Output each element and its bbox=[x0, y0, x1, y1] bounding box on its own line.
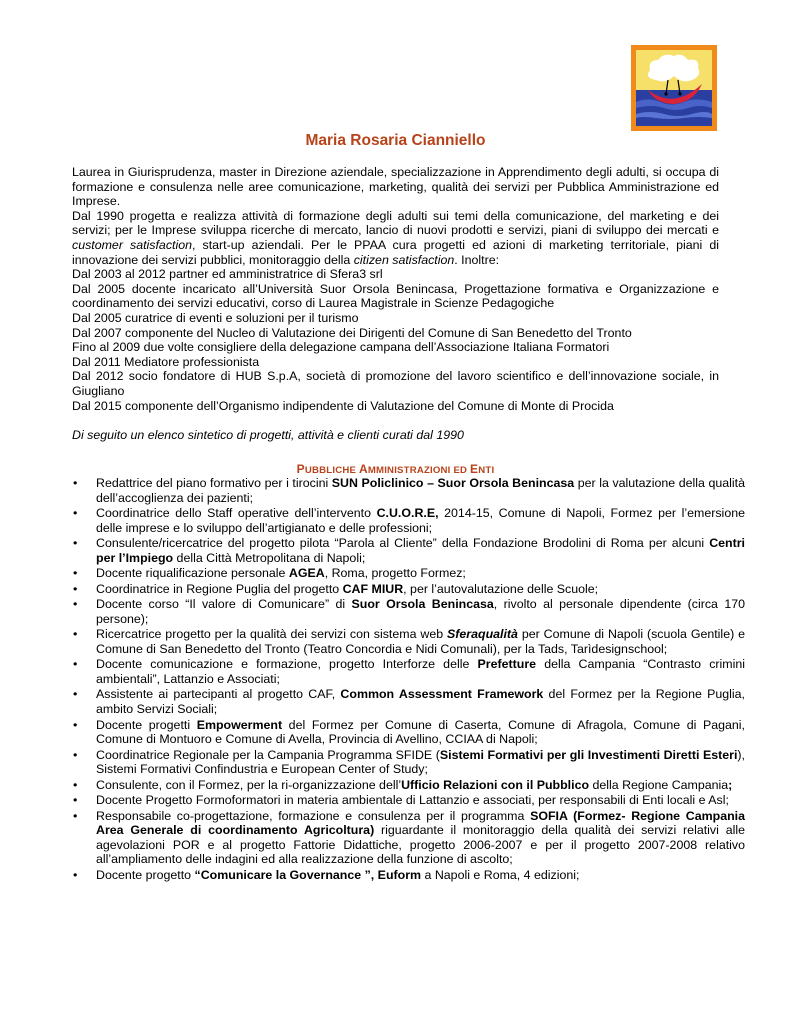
item-text: Docente riqualificazione personale bbox=[96, 566, 289, 581]
bullet-icon: • bbox=[73, 506, 78, 521]
item-text: del Formez per Comune di Caserta, Comune di Afragola, Comune di Pagani, Comune di Montuoro e Comune di Avella, Provincia di Avellino, CCIAA di Napoli; bbox=[96, 717, 745, 747]
item-bold: Prefetture bbox=[477, 657, 537, 672]
list-item bbox=[72, 718, 745, 747]
item-text: a Napoli e Roma, 4 edizioni; bbox=[421, 867, 580, 882]
item-bold: Ufficio Relazioni con il Pubblico bbox=[401, 777, 590, 792]
bio-line: Fino al 2009 due volte consigliere della delegazione campana dell’Associazione Italiana Formatori bbox=[72, 340, 610, 355]
bio-line: Dal 2011 Mediatore professionista bbox=[72, 354, 260, 369]
section-heading-part: UBBLICHE bbox=[304, 465, 357, 476]
list-item bbox=[72, 506, 745, 535]
bio-line: Dal 2005 curatrice di eventi e soluzioni per il turismo bbox=[72, 310, 359, 325]
item-text: Coordinatrice Regionale per la Campania Programma SFIDE ( bbox=[96, 747, 440, 762]
item-text: Docente Progetto Formoformatori in materia ambientale di Lattanzio e associati, per responsabili di Enti locali e Asl; bbox=[96, 793, 729, 808]
list-item bbox=[72, 687, 745, 716]
item-bold: ; bbox=[728, 777, 733, 792]
item-text: per la valutazione della qualità dell’accoglienza dei pazienti; bbox=[96, 476, 745, 505]
item-text: Responsabile co-progettazione, formazione e consulenza per il programma bbox=[96, 808, 531, 823]
list-item bbox=[72, 476, 745, 505]
item-bold: AGEA bbox=[288, 566, 325, 581]
item-text: Docente corso “Il valore di Comunicare” di bbox=[96, 597, 352, 612]
item-text: Coordinatrice dello Staff operative dell’intervento bbox=[96, 506, 377, 521]
list-item bbox=[72, 793, 745, 808]
bio-p2-italic-2: citizen satisfaction bbox=[353, 252, 455, 267]
item-bold: Suor Orsola Benincasa bbox=[351, 597, 494, 612]
page-title: Maria Rosaria Cianniello bbox=[305, 132, 486, 149]
section-heading-cap: A bbox=[358, 462, 368, 476]
bio-p2-text-a: Dal 1990 progetta e realizza attività di formazione degli adulti sui temi della comunicazione, del marketing e dei servizi; per le Imprese sviluppa ricerche di mercato, lancio di nuovi prodotti e servizi, piani di sviluppo dei mercati e bbox=[72, 208, 719, 238]
bio-paragraph-1: Laurea in Giurisprudenza, master in Direzione aziendale, specializzazione in Apprendimento degli adulti, si occupa di formazione e consulenza nelle aree comunicazione, marketing, qualità dei servizi per Pubblica Amministrazione ed Imprese. bbox=[72, 165, 719, 209]
item-bold: Empowerment bbox=[196, 717, 283, 732]
item-bold: CAF MIUR bbox=[342, 581, 404, 596]
bullet-icon: • bbox=[73, 536, 78, 551]
item-text: riguardante il monitoraggio della qualità dei servizi relativi alle agevolazioni POR e al progetto Fattorie Didattiche, progetto 2006-2007 e per il progetto 2007-2008 relativo all’ampliamento delle indagini ed alla realizzazione della funzione di ascolto; bbox=[96, 823, 745, 867]
list-item bbox=[72, 657, 745, 686]
bullet-icon: • bbox=[73, 657, 78, 672]
logo bbox=[631, 45, 717, 131]
list-item bbox=[72, 627, 745, 656]
item-bold: Common Assessment Framework bbox=[340, 687, 544, 702]
bio-p2-text-b: , start-up aziendali. Per le PPAA cura progetti ed azioni di marketing territoriale, piani di innovazione dei servizi pubblici, monitoraggio della bbox=[72, 237, 719, 267]
item-text: Docente comunicazione e formazione, progetto Interforze delle bbox=[96, 657, 478, 672]
item-text: della Campania “Contrasto crimini ambientali”, Lattanzio e Associati; bbox=[96, 657, 745, 686]
logo-illustration-icon bbox=[636, 50, 712, 126]
item-text: Consulente/ricercatrice del progetto pilota “Parola al Cliente” della Fondazione Brodolini di Roma per alcuni bbox=[96, 536, 710, 551]
intro-sentence: Di seguito un elenco sintetico di progetti, attività e clienti curati dal 1990 bbox=[72, 428, 464, 443]
projects-list bbox=[72, 476, 745, 883]
item-bold: SUN Policlinico – Suor Orsola Benincasa bbox=[331, 476, 575, 490]
item-text: , per l’autovalutazione delle Scuole; bbox=[403, 581, 599, 596]
item-bold: C.U.O.R.E, bbox=[376, 506, 439, 521]
item-text: Docente progetti bbox=[96, 717, 197, 732]
list-item bbox=[72, 809, 745, 867]
item-text: Assistente ai partecipanti al progetto CAF, bbox=[96, 687, 341, 702]
item-bold: Sistemi Formativi per gli Investimenti Diretti Esteri bbox=[439, 747, 738, 762]
bio-line: Dal 2007 componente del Nucleo di Valutazione dei Dirigenti del Comune di San Benedetto del Tronto bbox=[72, 325, 632, 340]
item-bold: Centri per l’Impiego bbox=[96, 536, 745, 565]
section-heading bbox=[0, 462, 791, 476]
bio-line: Dal 2015 componente dell’Organismo indipendente di Valutazione del Comune di Monte di Procida bbox=[72, 398, 614, 413]
item-text: ), Sistemi Formativi Confindustria e European Center of Study; bbox=[96, 747, 745, 777]
item-text: del Formez per la Regione Puglia, ambito Servizi Sociali; bbox=[96, 687, 746, 717]
list-item bbox=[72, 582, 745, 597]
item-text: della Regione Campania bbox=[589, 777, 729, 792]
item-text: Consulente, con il Formez, per la ri-organizzazione dell’ bbox=[96, 777, 402, 792]
section-heading-cap: P bbox=[296, 462, 305, 476]
item-text: 2014-15, Comune di Napoli, Formez per l’emersione delle imprese e lo sviluppo dell’artigianato e delle professioni; bbox=[96, 506, 745, 535]
bullet-icon: • bbox=[73, 581, 78, 596]
bullet-icon: • bbox=[73, 747, 78, 762]
bullet-icon: • bbox=[73, 777, 78, 792]
section-heading-part: ED bbox=[453, 465, 468, 476]
bullet-icon: • bbox=[73, 627, 78, 642]
section-heading-cap: E bbox=[470, 462, 479, 476]
bio-line: Dal 2003 al 2012 partner ed amministratrice di Sfera3 srl bbox=[72, 267, 383, 282]
item-text: per Comune di Napoli (scuola Gentile) e Comune di San Benedetto del Tronto (Teatro Concordia e Nidi Comunali), per la Tads, Tarìdesignschool; bbox=[96, 627, 746, 656]
bullet-icon: • bbox=[73, 808, 78, 823]
item-bold-italic: Sferaqualità bbox=[447, 627, 518, 642]
list-item bbox=[72, 868, 745, 883]
item-text: della Città Metropolitana di Napoli; bbox=[173, 550, 366, 565]
bio-p2-text-c: . Inoltre: bbox=[454, 252, 500, 267]
bullet-icon: • bbox=[73, 867, 78, 882]
list-item bbox=[72, 748, 745, 777]
item-bold: SOFIA (Formez- Regione Campania Area Generale di coordinamento Agricoltura) bbox=[96, 808, 745, 838]
bio-paragraph-2 bbox=[72, 209, 719, 267]
bullet-icon: • bbox=[73, 717, 78, 732]
item-text: , Roma, progetto Formez; bbox=[324, 566, 466, 581]
list-item bbox=[72, 597, 745, 626]
bullet-icon: • bbox=[73, 597, 78, 612]
bullet-icon: • bbox=[73, 793, 78, 808]
item-bold: “Comunicare la Governance ”, Euform bbox=[194, 867, 422, 882]
item-text: Ricercatrice progetto per la qualità dei servizi con sistema web bbox=[96, 627, 448, 642]
item-text: Coordinatrice in Regione Puglia del progetto bbox=[96, 581, 343, 596]
bio-p2-italic-1: customer satisfaction bbox=[72, 237, 192, 252]
bio-line: Dal 2012 socio fondatore di HUB S.p.A, società di promozione del lavoro scientifico e dell’innovazione sociale, in Giugliano bbox=[72, 369, 719, 398]
bullet-icon: • bbox=[73, 476, 78, 490]
item-text: , rivolto al personale dipendente (circa 170 persone); bbox=[96, 597, 745, 626]
section-heading-part: MMINISTRAZIONI bbox=[367, 465, 451, 476]
bio-block bbox=[72, 165, 719, 443]
list-item bbox=[72, 778, 745, 793]
item-text: Redattrice del piano formativo per i tirocini bbox=[96, 476, 332, 490]
list-item bbox=[72, 536, 745, 565]
section-heading-part: NTI bbox=[478, 465, 495, 476]
bio-line: Dal 2005 docente incaricato all’Università Suor Orsola Benincasa, Progettazione formativa e Organizzazione e coordinamento dei servizi educativi, corso di Laurea Magistrale in Scienze Pedagogiche bbox=[72, 281, 719, 311]
bullet-icon: • bbox=[73, 566, 78, 581]
list-item bbox=[72, 566, 745, 581]
item-text: Docente progetto bbox=[96, 867, 195, 882]
bullet-icon: • bbox=[73, 687, 78, 702]
